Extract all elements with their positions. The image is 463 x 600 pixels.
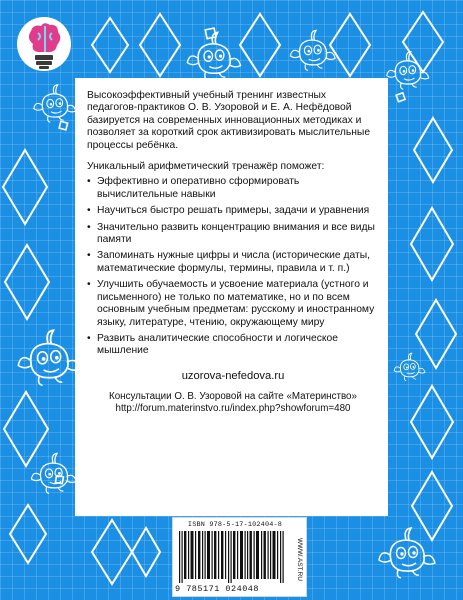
list-item: • Развить аналитические способности и логическое мышление [87,333,379,358]
isbn-barcode-block [172,517,307,597]
isbn-number: ISBN 978-5-17-102404-8 [187,521,283,529]
rhombus-shape [132,528,160,576]
rhombus-shape [411,208,453,280]
barcode-digits: 9 785171 024048 [175,584,260,594]
publisher-url: WWW.AST.RU [296,537,303,581]
rhombus-shape [403,12,443,72]
intro-paragraph: Высокоэффективный учебный тренинг известных педагогов-практиков О. В. Узоровой и Е. А. Нефёдовой базируется на современных инновационных методиках и позволяет за короткий срок активизировать мыслительные процессы ребёнка. [87,90,371,151]
rhombus-shape [4,392,48,466]
small-square-shape [396,93,405,102]
rhombus-shape [10,505,46,563]
consultation-info [87,391,379,414]
rhombus-shape [416,300,456,368]
barcode-icon [177,531,289,583]
rhombus-shape [92,520,132,584]
forum-link[interactable]: http://forum.materinstvo.ru/index.php?showforum=480 [115,402,351,414]
benefits-lead: Уникальный арифметический тренажёр поможет: [87,161,325,173]
rhombus-shape [330,14,370,76]
list-item: • Запоминать нужные цифры и числа (исторические даты, математические формулы, термины, правила и т. п.) [87,250,379,275]
list-item: • Научиться быстро решать примеры, задачи и уравнения [87,205,379,217]
description-panel [75,78,388,516]
rhombus-shape [3,150,47,224]
rhombus-shape [92,18,128,72]
rhombus-shape [411,386,453,458]
list-item: • Улучшить обучаемость и усвоение материала (устного и письменного) не только по математике, но и по всем основным учебным предметам: русскому и иностранному языку, литературе, чтению, окружающему миру [87,279,379,329]
consultation-text: Консультации О. В. Узоровой на сайте «Материнство» [109,391,357,403]
rhombus-shape [5,245,49,319]
rhombus-shape [240,14,280,76]
rhombus-shape [412,472,452,540]
list-item: • Значительно развить концентрацию внимания и все виды памяти [87,222,379,247]
small-square-shape [59,121,68,130]
rhombus-shape [414,118,452,182]
website-link[interactable]: uzorova-nefedova.ru [181,369,285,382]
brain-lightbulb-icon [17,17,71,71]
list-item: • Эффективно и оперативно сформировать вычислительные навыки [87,176,379,201]
rhombus-shape [140,14,180,76]
benefits-list [87,176,379,357]
